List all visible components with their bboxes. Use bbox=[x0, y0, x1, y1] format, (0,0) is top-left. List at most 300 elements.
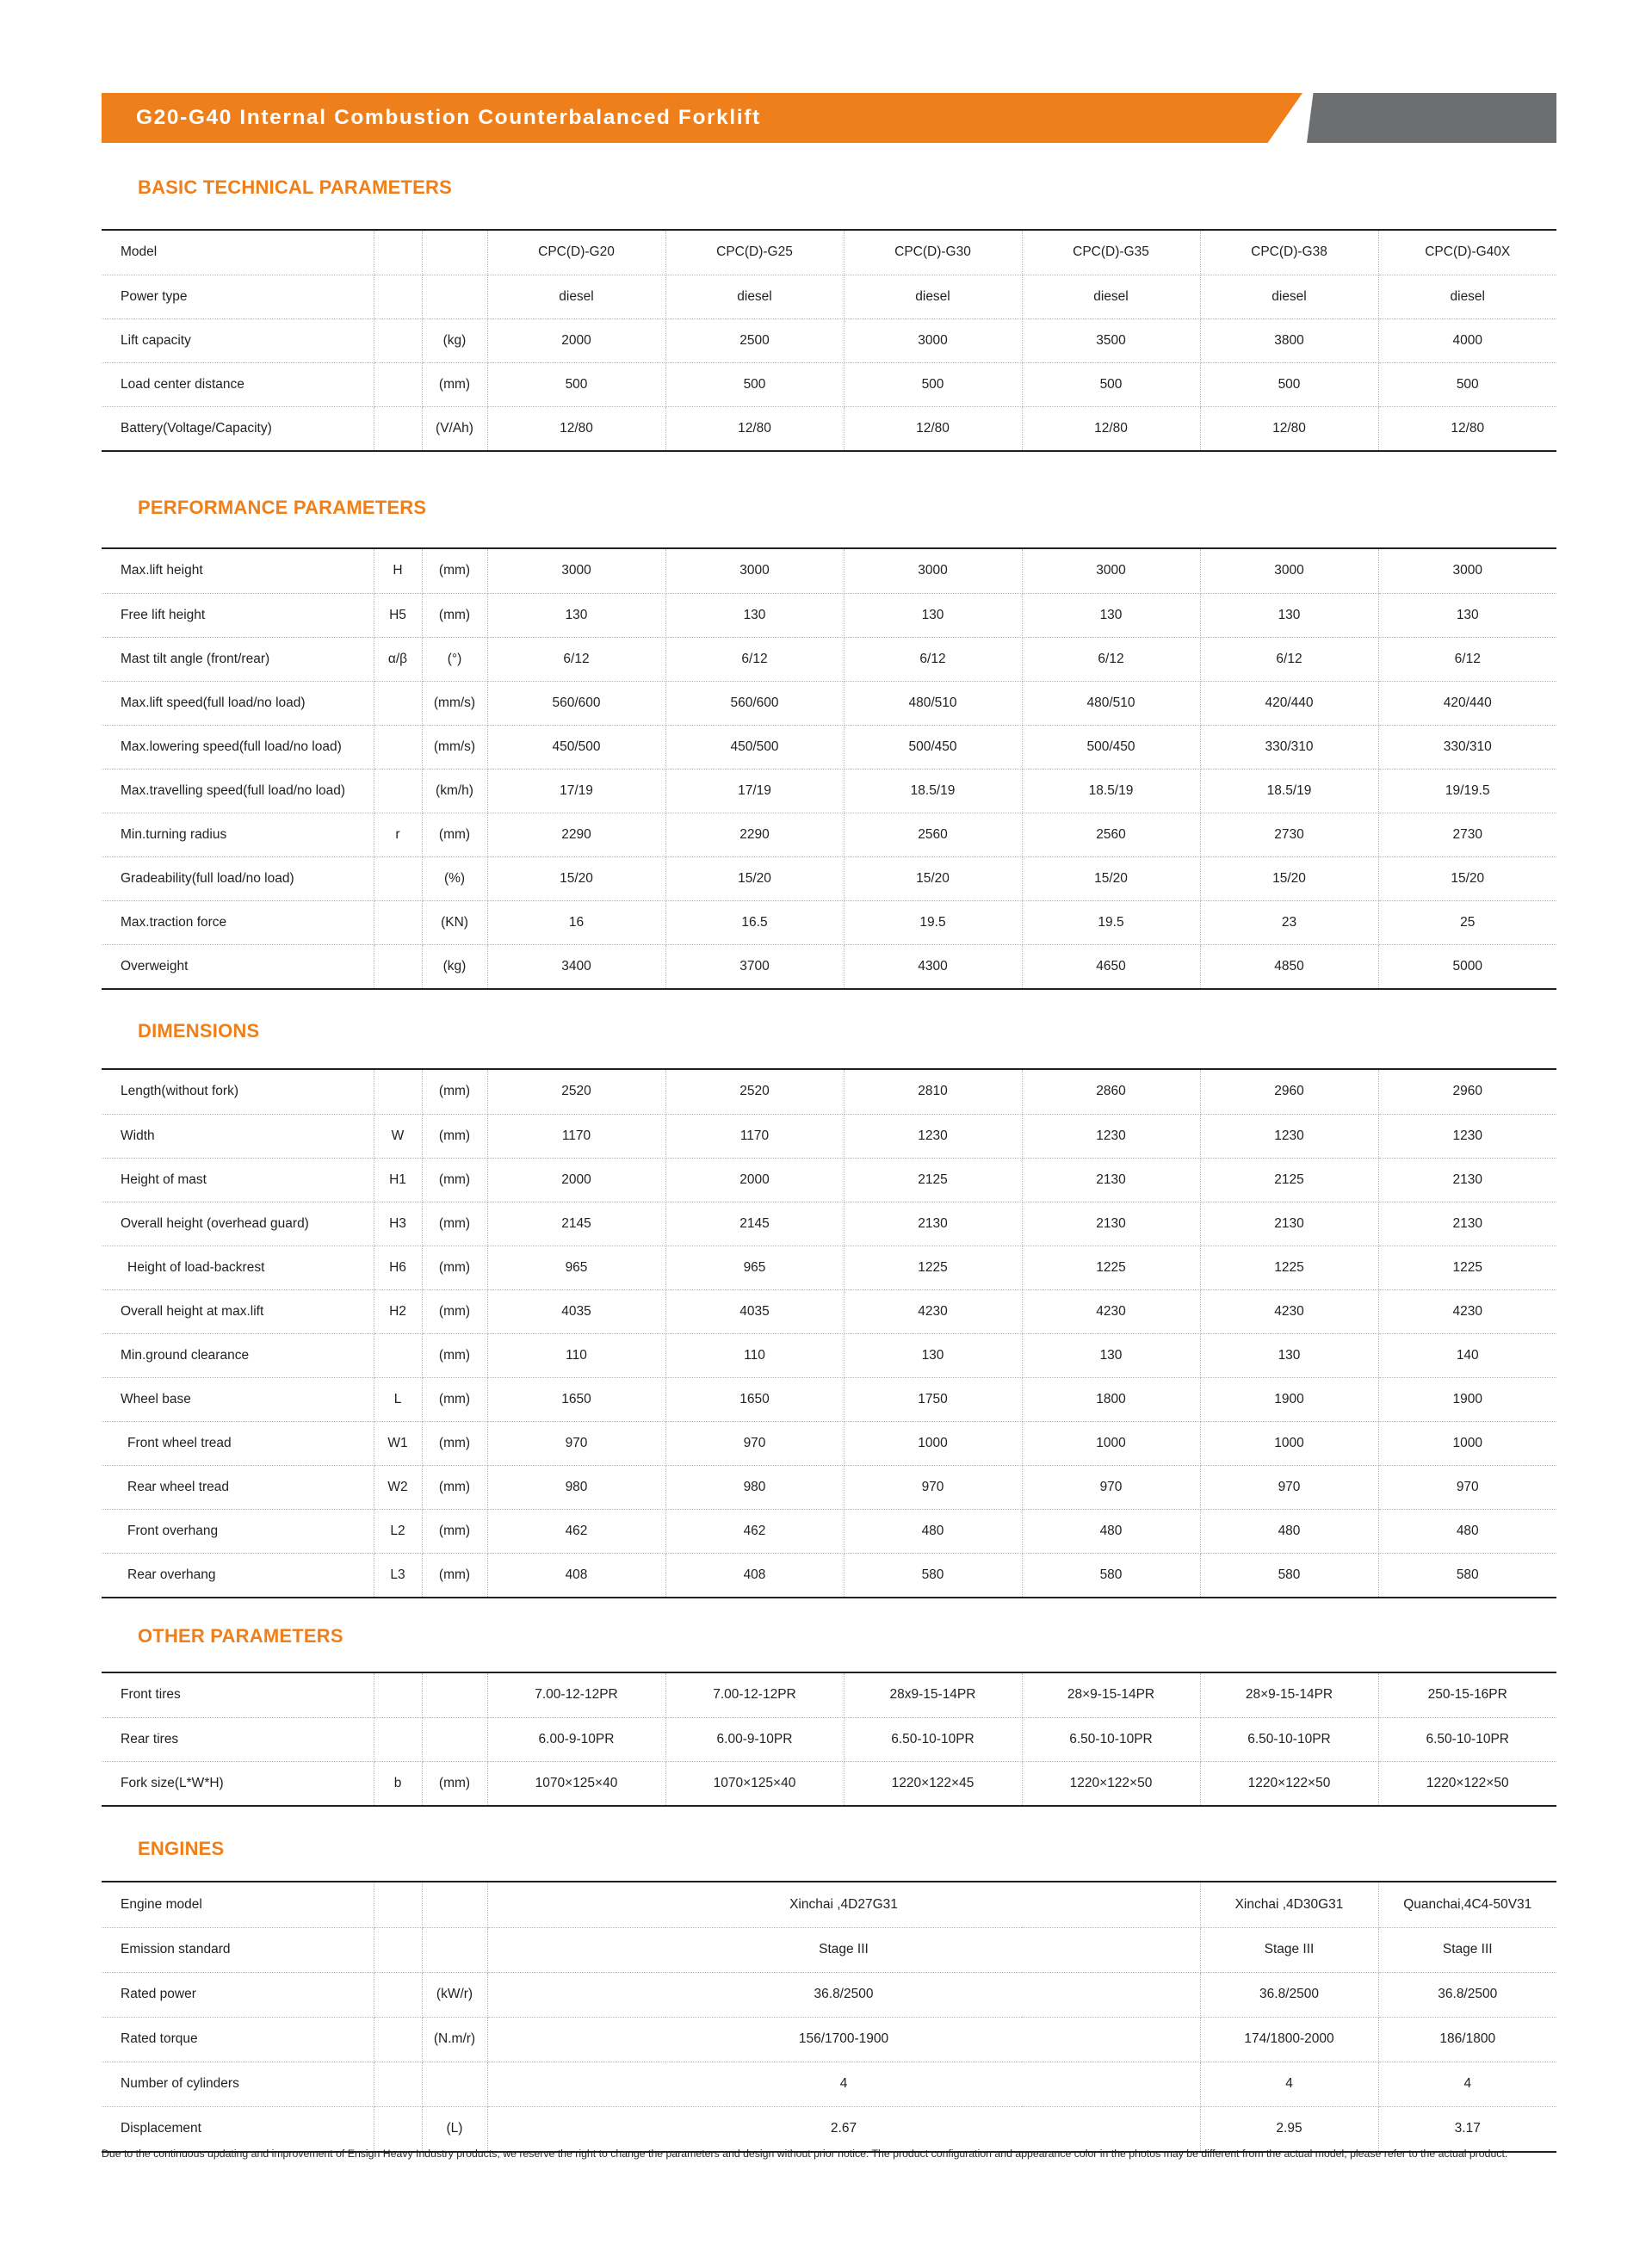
row-symbol bbox=[374, 856, 422, 900]
row-value: 500/450 bbox=[844, 725, 1022, 769]
row-value: 1650 bbox=[665, 1377, 844, 1421]
row-value: 2000 bbox=[665, 1158, 844, 1202]
row-value: 4230 bbox=[1200, 1289, 1378, 1333]
row-value: 174/1800-2000 bbox=[1200, 2017, 1378, 2062]
row-value: diesel bbox=[1378, 275, 1556, 318]
row-value: 130 bbox=[1200, 1333, 1378, 1377]
row-value: 2.95 bbox=[1200, 2106, 1378, 2151]
row-label: Max.lowering speed(full load/no load) bbox=[102, 725, 374, 769]
row-value: 1900 bbox=[1378, 1377, 1556, 1421]
row-label: Power type bbox=[102, 275, 374, 318]
row-unit: (mm) bbox=[422, 1761, 487, 1805]
table-row bbox=[102, 1333, 1556, 1377]
row-value-merged: 156/1700-1900 bbox=[487, 2017, 1200, 2062]
row-value: 2860 bbox=[1022, 1070, 1200, 1114]
row-label: Rear tires bbox=[102, 1717, 374, 1761]
row-value: 3400 bbox=[487, 944, 665, 988]
row-value: 970 bbox=[1378, 1465, 1556, 1509]
row-value: 17/19 bbox=[665, 769, 844, 813]
row-label: Width bbox=[102, 1114, 374, 1158]
row-value: 1750 bbox=[844, 1377, 1022, 1421]
row-value: 3000 bbox=[665, 549, 844, 593]
row-value: 5000 bbox=[1452, 958, 1482, 974]
row-value: 1220×122×45 bbox=[844, 1761, 1022, 1805]
row-value: 2290 bbox=[487, 813, 665, 856]
row-label: Load center distance bbox=[102, 362, 374, 406]
row-symbol bbox=[374, 1717, 422, 1761]
row-value: 2130 bbox=[1378, 1158, 1556, 1202]
row-unit: (mm) bbox=[422, 549, 487, 593]
page-banner bbox=[102, 93, 1556, 143]
row-value: 16.5 bbox=[665, 900, 844, 944]
row-value: 3000 bbox=[844, 549, 1022, 593]
row-symbol bbox=[374, 2062, 422, 2106]
row-value-merged: Stage III bbox=[487, 1927, 1200, 1972]
row-value: 420/440 bbox=[1378, 681, 1556, 725]
row-label: Lift capacity bbox=[102, 318, 374, 362]
row-value: 12/80 bbox=[665, 406, 844, 450]
row-value: 480/510 bbox=[844, 681, 1022, 725]
row-symbol bbox=[374, 1927, 422, 1972]
row-value: 12/80 bbox=[487, 406, 665, 450]
row-value: 408 bbox=[487, 1553, 665, 1597]
row-value: 2290 bbox=[665, 813, 844, 856]
row-value: 330/310 bbox=[1378, 725, 1556, 769]
row-value: 580 bbox=[1022, 1553, 1200, 1597]
row-symbol bbox=[374, 1882, 422, 1927]
row-symbol bbox=[374, 231, 422, 275]
row-unit bbox=[422, 275, 487, 318]
table-row bbox=[102, 725, 1556, 769]
row-value: diesel bbox=[1200, 275, 1378, 318]
row-unit bbox=[422, 2062, 487, 2106]
row-label: Rear overhang bbox=[102, 1553, 374, 1597]
row-label: Engine model bbox=[102, 1882, 374, 1927]
row-value: Xinchai ,4D30G31 bbox=[1200, 1882, 1378, 1927]
table-row bbox=[102, 944, 1556, 988]
row-value: 4 bbox=[1200, 2062, 1378, 2106]
row-value: 1000 bbox=[1200, 1421, 1378, 1465]
row-label: Overall height at max.lift bbox=[102, 1289, 374, 1333]
table-row bbox=[102, 1246, 1556, 1289]
row-symbol: H6 bbox=[374, 1246, 422, 1289]
table-rule-performance-bottom bbox=[102, 988, 1556, 990]
row-value: 970 bbox=[1022, 1465, 1200, 1509]
row-value: 6.50-10-10PR bbox=[1200, 1717, 1378, 1761]
row-label: Free lift height bbox=[102, 593, 374, 637]
row-value: 36.8/2500 bbox=[1378, 1972, 1556, 2017]
row-value: diesel bbox=[844, 275, 1022, 318]
row-value: 480 bbox=[844, 1509, 1022, 1553]
row-unit: (kg) bbox=[422, 944, 487, 988]
row-value: 1225 bbox=[844, 1246, 1022, 1289]
row-symbol: L2 bbox=[374, 1509, 422, 1553]
row-value: 130 bbox=[844, 1333, 1022, 1377]
row-value: 16 bbox=[487, 900, 665, 944]
row-symbol: W2 bbox=[374, 1465, 422, 1509]
row-value: 2000 bbox=[487, 1158, 665, 1202]
table-row bbox=[102, 1202, 1556, 1246]
row-value: 1225 bbox=[1378, 1246, 1556, 1289]
row-value: 970 bbox=[844, 1465, 1022, 1509]
row-value: 3800 bbox=[1200, 318, 1378, 362]
table-row bbox=[102, 1717, 1556, 1761]
row-value: 19.5 bbox=[1022, 900, 1200, 944]
row-value: 2500 bbox=[665, 318, 844, 362]
table-row bbox=[102, 362, 1556, 406]
row-value: 15/20 bbox=[1378, 856, 1556, 900]
row-value: 6/12 bbox=[844, 637, 1022, 681]
row-unit: (mm) bbox=[422, 1114, 487, 1158]
banner-title: G20-G40 Internal Combustion Counterbalanced Forklift bbox=[136, 106, 761, 129]
table-row bbox=[102, 593, 1556, 637]
row-unit: (kW/r) bbox=[422, 1972, 487, 2017]
row-value: 1230 bbox=[1378, 1114, 1556, 1158]
row-value: 500 bbox=[844, 362, 1022, 406]
row-value: 580 bbox=[1200, 1553, 1378, 1597]
table-row bbox=[102, 549, 1556, 593]
row-value: 2145 bbox=[665, 1202, 844, 1246]
row-value: 23 bbox=[1200, 900, 1378, 944]
row-value: 1070×125×40 bbox=[487, 1761, 665, 1805]
table-row bbox=[102, 769, 1556, 813]
row-unit: (mm) bbox=[422, 1246, 487, 1289]
row-value: 1230 bbox=[1022, 1114, 1200, 1158]
row-unit: (mm) bbox=[422, 362, 487, 406]
table-row bbox=[102, 681, 1556, 725]
row-label: Rear wheel tread bbox=[102, 1465, 374, 1509]
row-value: 2145 bbox=[487, 1202, 665, 1246]
row-label: Height of mast bbox=[102, 1158, 374, 1202]
row-value: 3000 bbox=[1200, 549, 1378, 593]
row-value: 4230 bbox=[1022, 1289, 1200, 1333]
row-value: 12/80 bbox=[1200, 406, 1378, 450]
row-value: 1225 bbox=[1200, 1246, 1378, 1289]
table-row bbox=[102, 1927, 1556, 1972]
row-value: 130 bbox=[1022, 1333, 1200, 1377]
row-value: 36.8/2500 bbox=[1200, 1972, 1378, 2017]
row-value: 4 bbox=[1378, 2062, 1556, 2106]
row-symbol: α/β bbox=[374, 637, 422, 681]
row-value: 130 bbox=[665, 593, 844, 637]
table-row bbox=[102, 1673, 1556, 1717]
row-value: Stage III bbox=[1378, 1927, 1556, 1972]
row-symbol bbox=[374, 1333, 422, 1377]
row-symbol: H bbox=[374, 549, 422, 593]
section-heading-basic: BASIC TECHNICAL PARAMETERS bbox=[138, 176, 452, 198]
row-symbol: W bbox=[374, 1114, 422, 1158]
row-value: 4230 bbox=[844, 1289, 1022, 1333]
row-label: Number of cylinders bbox=[102, 2062, 374, 2106]
row-value: 970 bbox=[1200, 1465, 1378, 1509]
row-value: 480/510 bbox=[1022, 681, 1200, 725]
row-value: 130 bbox=[1200, 593, 1378, 637]
row-symbol bbox=[374, 681, 422, 725]
row-value: CPC(D)-G38 bbox=[1200, 231, 1378, 275]
row-unit: (mm/s) bbox=[422, 681, 487, 725]
table-rule-other-bottom bbox=[102, 1805, 1556, 1807]
table-dimensions bbox=[102, 1070, 1556, 1597]
row-value: 6.00-9-10PR bbox=[487, 1717, 665, 1761]
row-label: Wheel base bbox=[102, 1377, 374, 1421]
row-value: 2960 bbox=[1378, 1070, 1556, 1114]
row-value: 970 bbox=[665, 1421, 844, 1465]
row-symbol bbox=[374, 725, 422, 769]
row-unit: (mm/s) bbox=[422, 725, 487, 769]
row-symbol bbox=[374, 406, 422, 450]
row-value: 580 bbox=[844, 1553, 1022, 1597]
row-value: 330/310 bbox=[1200, 725, 1378, 769]
row-value: 965 bbox=[487, 1246, 665, 1289]
table-row bbox=[102, 318, 1556, 362]
row-symbol: L bbox=[374, 1377, 422, 1421]
row-label: Max.lift height bbox=[102, 549, 374, 593]
table-row bbox=[102, 900, 1556, 944]
section-heading-performance: PERFORMANCE PARAMETERS bbox=[138, 497, 427, 518]
row-label: Fork size(L*W*H) bbox=[102, 1761, 374, 1805]
row-value: 2130 bbox=[1200, 1202, 1378, 1246]
row-unit: (mm) bbox=[422, 1202, 487, 1246]
row-value: 2730 bbox=[1200, 813, 1378, 856]
row-unit: (mm) bbox=[422, 1289, 487, 1333]
table-row bbox=[102, 1421, 1556, 1465]
row-value: 12/80 bbox=[844, 406, 1022, 450]
row-value: 4035 bbox=[487, 1289, 665, 1333]
row-value: 480 bbox=[1378, 1509, 1556, 1553]
row-value: 2125 bbox=[844, 1158, 1022, 1202]
row-value: 480 bbox=[1022, 1509, 1200, 1553]
row-value: 12/80 bbox=[1451, 420, 1485, 436]
row-value: 2560 bbox=[1022, 813, 1200, 856]
row-value: 980 bbox=[665, 1465, 844, 1509]
row-label: Front wheel tread bbox=[102, 1421, 374, 1465]
row-label: Battery(Voltage/Capacity) bbox=[102, 406, 374, 450]
row-value: 500/450 bbox=[1022, 725, 1200, 769]
row-value: 1650 bbox=[487, 1377, 665, 1421]
table-row bbox=[102, 1114, 1556, 1158]
row-value: 15/20 bbox=[487, 856, 665, 900]
table-row bbox=[102, 856, 1556, 900]
table-row bbox=[102, 637, 1556, 681]
row-value: 980 bbox=[487, 1465, 665, 1509]
row-unit bbox=[422, 1882, 487, 1927]
row-value: 560/600 bbox=[487, 681, 665, 725]
row-unit bbox=[422, 1927, 487, 1972]
row-value: 186/1800 bbox=[1378, 2017, 1556, 2062]
table-row bbox=[102, 406, 1556, 450]
row-unit: (mm) bbox=[422, 1421, 487, 1465]
row-label: Emission standard bbox=[102, 1927, 374, 1972]
row-value: 18.5/19 bbox=[1200, 769, 1378, 813]
row-value: 3000 bbox=[487, 549, 665, 593]
table-row bbox=[102, 1289, 1556, 1333]
row-symbol bbox=[374, 900, 422, 944]
table-rule-dimensions-bottom bbox=[102, 1597, 1556, 1598]
row-value: Stage III bbox=[1200, 1927, 1378, 1972]
table-row bbox=[102, 1553, 1556, 1597]
row-value: CPC(D)-G40X bbox=[1378, 231, 1556, 275]
table-row bbox=[102, 1972, 1556, 2017]
row-label: Rated torque bbox=[102, 2017, 374, 2062]
table-row bbox=[102, 1509, 1556, 1553]
row-value: 462 bbox=[487, 1509, 665, 1553]
row-value: 6.00-9-10PR bbox=[665, 1717, 844, 1761]
row-value: 15/20 bbox=[844, 856, 1022, 900]
row-value: 480 bbox=[1200, 1509, 1378, 1553]
row-value: 1170 bbox=[665, 1114, 844, 1158]
row-value: 560/600 bbox=[665, 681, 844, 725]
row-unit: (mm) bbox=[422, 1509, 487, 1553]
row-label: Model bbox=[102, 231, 374, 275]
table-rule-basic-bottom bbox=[102, 450, 1556, 452]
row-value: 130 bbox=[1378, 593, 1556, 637]
table-row bbox=[102, 1882, 1556, 1927]
row-value: 2520 bbox=[665, 1070, 844, 1114]
row-value: 7.00-12-12PR bbox=[665, 1673, 844, 1717]
row-unit: (mm) bbox=[422, 813, 487, 856]
row-value: 3000 bbox=[844, 318, 1022, 362]
row-symbol: H3 bbox=[374, 1202, 422, 1246]
row-symbol: b bbox=[374, 1761, 422, 1805]
row-symbol: W1 bbox=[374, 1421, 422, 1465]
section-heading-other: OTHER PARAMETERS bbox=[138, 1625, 343, 1647]
row-value: 140 bbox=[1378, 1333, 1556, 1377]
row-label: Displacement bbox=[102, 2106, 374, 2151]
row-unit: (mm) bbox=[422, 1158, 487, 1202]
row-value: 6.50-10-10PR bbox=[1378, 1717, 1556, 1761]
row-value: 3000 bbox=[1378, 549, 1556, 593]
row-value: 1070×125×40 bbox=[665, 1761, 844, 1805]
row-unit: (N.m/r) bbox=[422, 2017, 487, 2062]
row-value: 6/12 bbox=[487, 637, 665, 681]
row-unit: (mm) bbox=[422, 1465, 487, 1509]
row-unit: (kg) bbox=[422, 318, 487, 362]
row-symbol: H2 bbox=[374, 1289, 422, 1333]
row-value: CPC(D)-G25 bbox=[665, 231, 844, 275]
row-symbol bbox=[374, 1673, 422, 1717]
row-value: 15/20 bbox=[1200, 856, 1378, 900]
row-value: 250-15-16PR bbox=[1378, 1673, 1556, 1717]
table-row bbox=[102, 1761, 1556, 1805]
row-value-merged: 36.8/2500 bbox=[487, 1972, 1200, 2017]
row-value: 110 bbox=[665, 1333, 844, 1377]
row-value: 1220×122×50 bbox=[1022, 1761, 1200, 1805]
row-value: 25 bbox=[1378, 900, 1556, 944]
row-value: 4035 bbox=[665, 1289, 844, 1333]
row-value: 6/12 bbox=[1200, 637, 1378, 681]
row-value: 110 bbox=[487, 1333, 665, 1377]
row-value: 130 bbox=[487, 593, 665, 637]
row-label: Min.ground clearance bbox=[102, 1333, 374, 1377]
table-row bbox=[102, 2062, 1556, 2106]
row-value: 1220×122×50 bbox=[1200, 1761, 1378, 1805]
row-value: 1900 bbox=[1200, 1377, 1378, 1421]
row-unit bbox=[422, 231, 487, 275]
row-value: 2130 bbox=[1022, 1202, 1200, 1246]
table-row bbox=[102, 275, 1556, 318]
row-value: 500 bbox=[665, 362, 844, 406]
row-value: diesel bbox=[487, 275, 665, 318]
section-heading-engines: ENGINES bbox=[138, 1838, 225, 1859]
row-value: 580 bbox=[1456, 1567, 1479, 1582]
row-symbol bbox=[374, 1972, 422, 2017]
row-value: 3700 bbox=[665, 944, 844, 988]
row-unit: (V/Ah) bbox=[422, 406, 487, 450]
row-value: 2000 bbox=[487, 318, 665, 362]
table-row bbox=[102, 1070, 1556, 1114]
row-value: 450/500 bbox=[665, 725, 844, 769]
table-other-parameters bbox=[102, 1673, 1556, 1805]
row-value: 970 bbox=[487, 1421, 665, 1465]
table-performance-parameters bbox=[102, 549, 1556, 988]
row-value: Quanchai,4C4-50V31 bbox=[1378, 1882, 1556, 1927]
row-label: Overweight bbox=[102, 944, 374, 988]
row-symbol bbox=[374, 1070, 422, 1114]
table-engines bbox=[102, 1882, 1556, 2151]
row-value: 1170 bbox=[487, 1114, 665, 1158]
row-value: 1230 bbox=[1200, 1114, 1378, 1158]
row-symbol: H5 bbox=[374, 593, 422, 637]
row-value: diesel bbox=[1022, 275, 1200, 318]
row-unit: (km/h) bbox=[422, 769, 487, 813]
row-label: Mast tilt angle (front/rear) bbox=[102, 637, 374, 681]
row-value: 4300 bbox=[844, 944, 1022, 988]
row-unit bbox=[422, 1717, 487, 1761]
row-symbol bbox=[374, 318, 422, 362]
row-value: 1000 bbox=[1022, 1421, 1200, 1465]
row-symbol bbox=[374, 275, 422, 318]
row-value: 462 bbox=[665, 1509, 844, 1553]
row-value-merged: 2.67 bbox=[487, 2106, 1200, 2151]
row-value: 2560 bbox=[844, 813, 1022, 856]
row-symbol: r bbox=[374, 813, 422, 856]
row-label: Front overhang bbox=[102, 1509, 374, 1553]
row-unit: (%) bbox=[422, 856, 487, 900]
row-symbol: L3 bbox=[374, 1553, 422, 1597]
row-value: 500 bbox=[1022, 362, 1200, 406]
row-value: 6.50-10-10PR bbox=[844, 1717, 1022, 1761]
row-value: 6.50-10-10PR bbox=[1022, 1717, 1200, 1761]
row-value: CPC(D)-G20 bbox=[487, 231, 665, 275]
table-basic-technical-parameters bbox=[102, 231, 1556, 450]
row-unit: (mm) bbox=[422, 1070, 487, 1114]
row-value-merged: Xinchai ,4D27G31 bbox=[487, 1882, 1200, 1927]
row-symbol bbox=[374, 362, 422, 406]
row-value: 1800 bbox=[1022, 1377, 1200, 1421]
row-value: 6/12 bbox=[1022, 637, 1200, 681]
row-value: 2130 bbox=[844, 1202, 1022, 1246]
row-label: Max.lift speed(full load/no load) bbox=[102, 681, 374, 725]
table-row bbox=[102, 1377, 1556, 1421]
row-value: 2125 bbox=[1200, 1158, 1378, 1202]
row-value: 19.5 bbox=[844, 900, 1022, 944]
row-label: Height of load-backrest bbox=[102, 1246, 374, 1289]
row-value: 3.17 bbox=[1454, 2121, 1481, 2136]
row-symbol bbox=[374, 769, 422, 813]
row-value: 4230 bbox=[1378, 1289, 1556, 1333]
row-unit: (mm) bbox=[422, 1553, 487, 1597]
row-label: Max.travelling speed(full load/no load) bbox=[102, 769, 374, 813]
row-unit: (mm) bbox=[422, 1377, 487, 1421]
row-value: 500 bbox=[1378, 362, 1556, 406]
row-symbol bbox=[374, 944, 422, 988]
row-value: 2960 bbox=[1200, 1070, 1378, 1114]
row-value: 2520 bbox=[487, 1070, 665, 1114]
row-label: Front tires bbox=[102, 1673, 374, 1717]
row-value: 500 bbox=[1200, 362, 1378, 406]
row-value: 2130 bbox=[1022, 1158, 1200, 1202]
section-heading-dimensions: DIMENSIONS bbox=[138, 1020, 260, 1042]
